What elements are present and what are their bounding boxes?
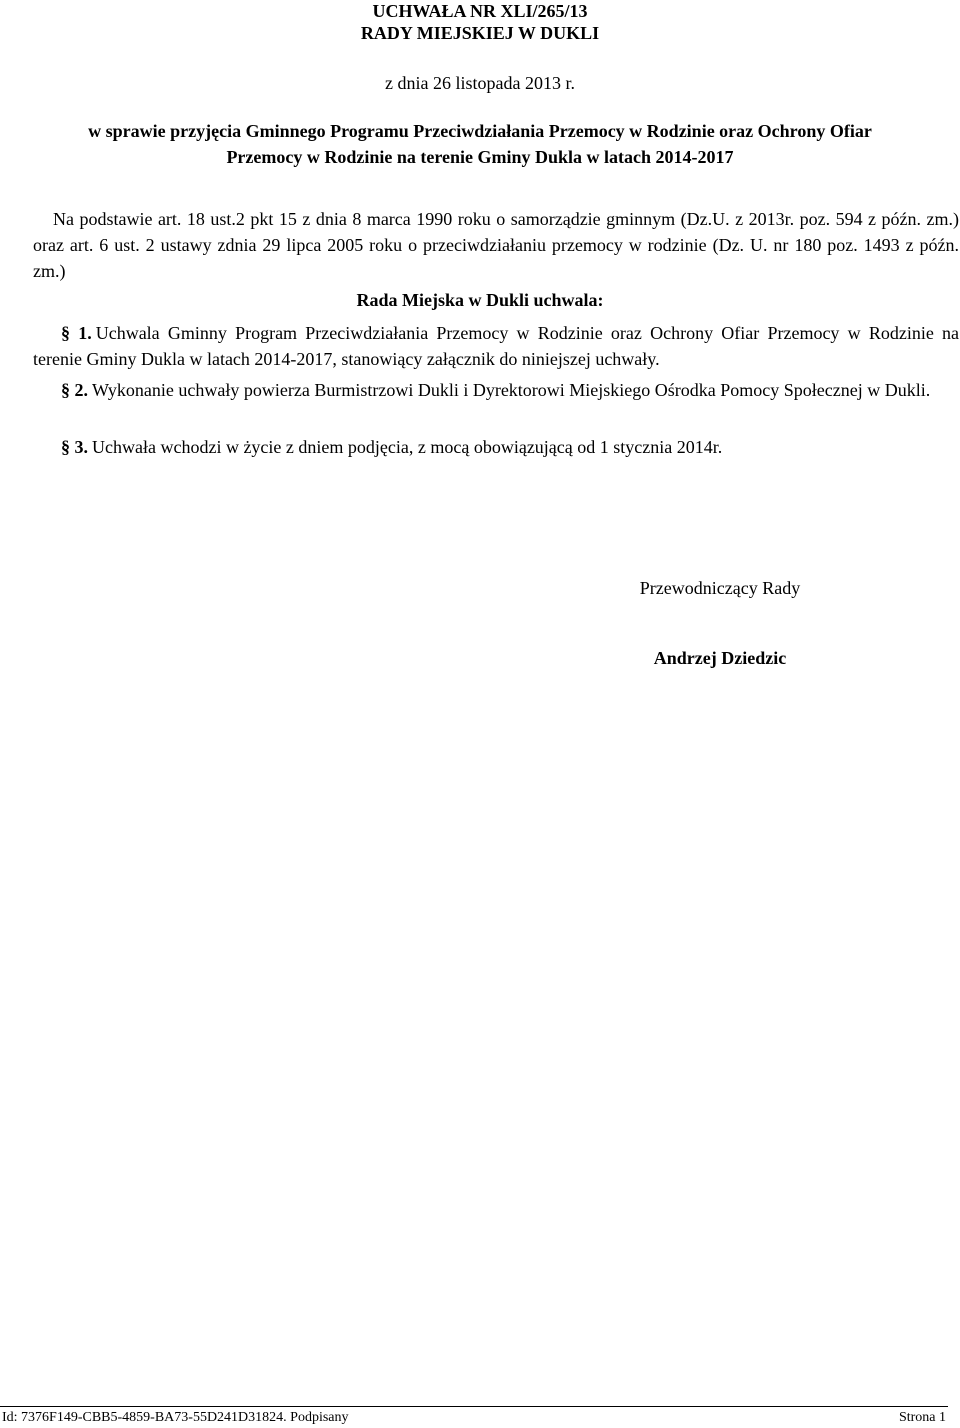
section-1 [33, 320, 959, 372]
section-3 [33, 434, 959, 460]
preamble: Na podstawie art. 18 ust.2 pkt 15 z dnia 8 marca 1990 roku o samorządzie gminnym (Dz.U. z 2013r. poz. 594 z późn. zm.) oraz art. 6 ust. 2 ustawy zdnia 29 lipca 2005 roku o przeciwdziałaniu przemocy w rodzinie (Dz. U. nr 180 poz. 1493 z późn. zm.) [33, 209, 959, 281]
footer-divider [0, 1406, 948, 1407]
resolution-number: UCHWAŁA NR XLI/265/13 [372, 1, 588, 21]
footer-page-number: Strona 1 [898, 1410, 946, 1425]
council-name: RADY MIEJSKIEJ W DUKLI [360, 23, 600, 43]
signature-name: Andrzej Dziedzic [653, 648, 787, 668]
resolution-date: z dnia 26 listopada 2013 r. [385, 73, 575, 93]
section-3-text: Uchwała wchodzi w życie z dniem podjęcia, z mocą obowiązującą od 1 stycznia 2014r. [92, 437, 723, 457]
section-2 [33, 377, 959, 403]
resolution-heading: Rada Miejska w Dukli uchwala: [356, 290, 604, 310]
footer-document-id: Id: 7376F149-CBB5-4859-BA73-55D241D31824. Podpisany [2, 1410, 349, 1425]
subject-line-2: Przemocy w Rodzinie na terenie Gminy Dukla w latach 2014-2017 [226, 147, 734, 167]
section-1-text: Uchwala Gminny Program Przeciwdziałania Przemocy w Rodzinie oraz Ochrony Ofiar Przemocy w Rodzinie na terenie Gminy Dukla w latach 2014-2017, stanowiący załącznik do niniejszej uchwały. [33, 323, 960, 369]
section-2-number: § 2. [61, 380, 88, 400]
section-1-number: § 1. [61, 323, 92, 343]
section-2-text: Wykonanie uchwały powierza Burmistrzowi Dukli i Dyrektorowi Miejskiego Ośrodka Pomocy Społecznej w Dukli. [92, 380, 931, 400]
section-3-number: § 3. [61, 437, 88, 457]
signature-role: Przewodniczący Rady [639, 578, 801, 598]
subject-line-1: w sprawie przyjęcia Gminnego Programu Przeciwdziałania Przemocy w Rodzinie oraz Ochrony Ofiar [88, 121, 872, 141]
